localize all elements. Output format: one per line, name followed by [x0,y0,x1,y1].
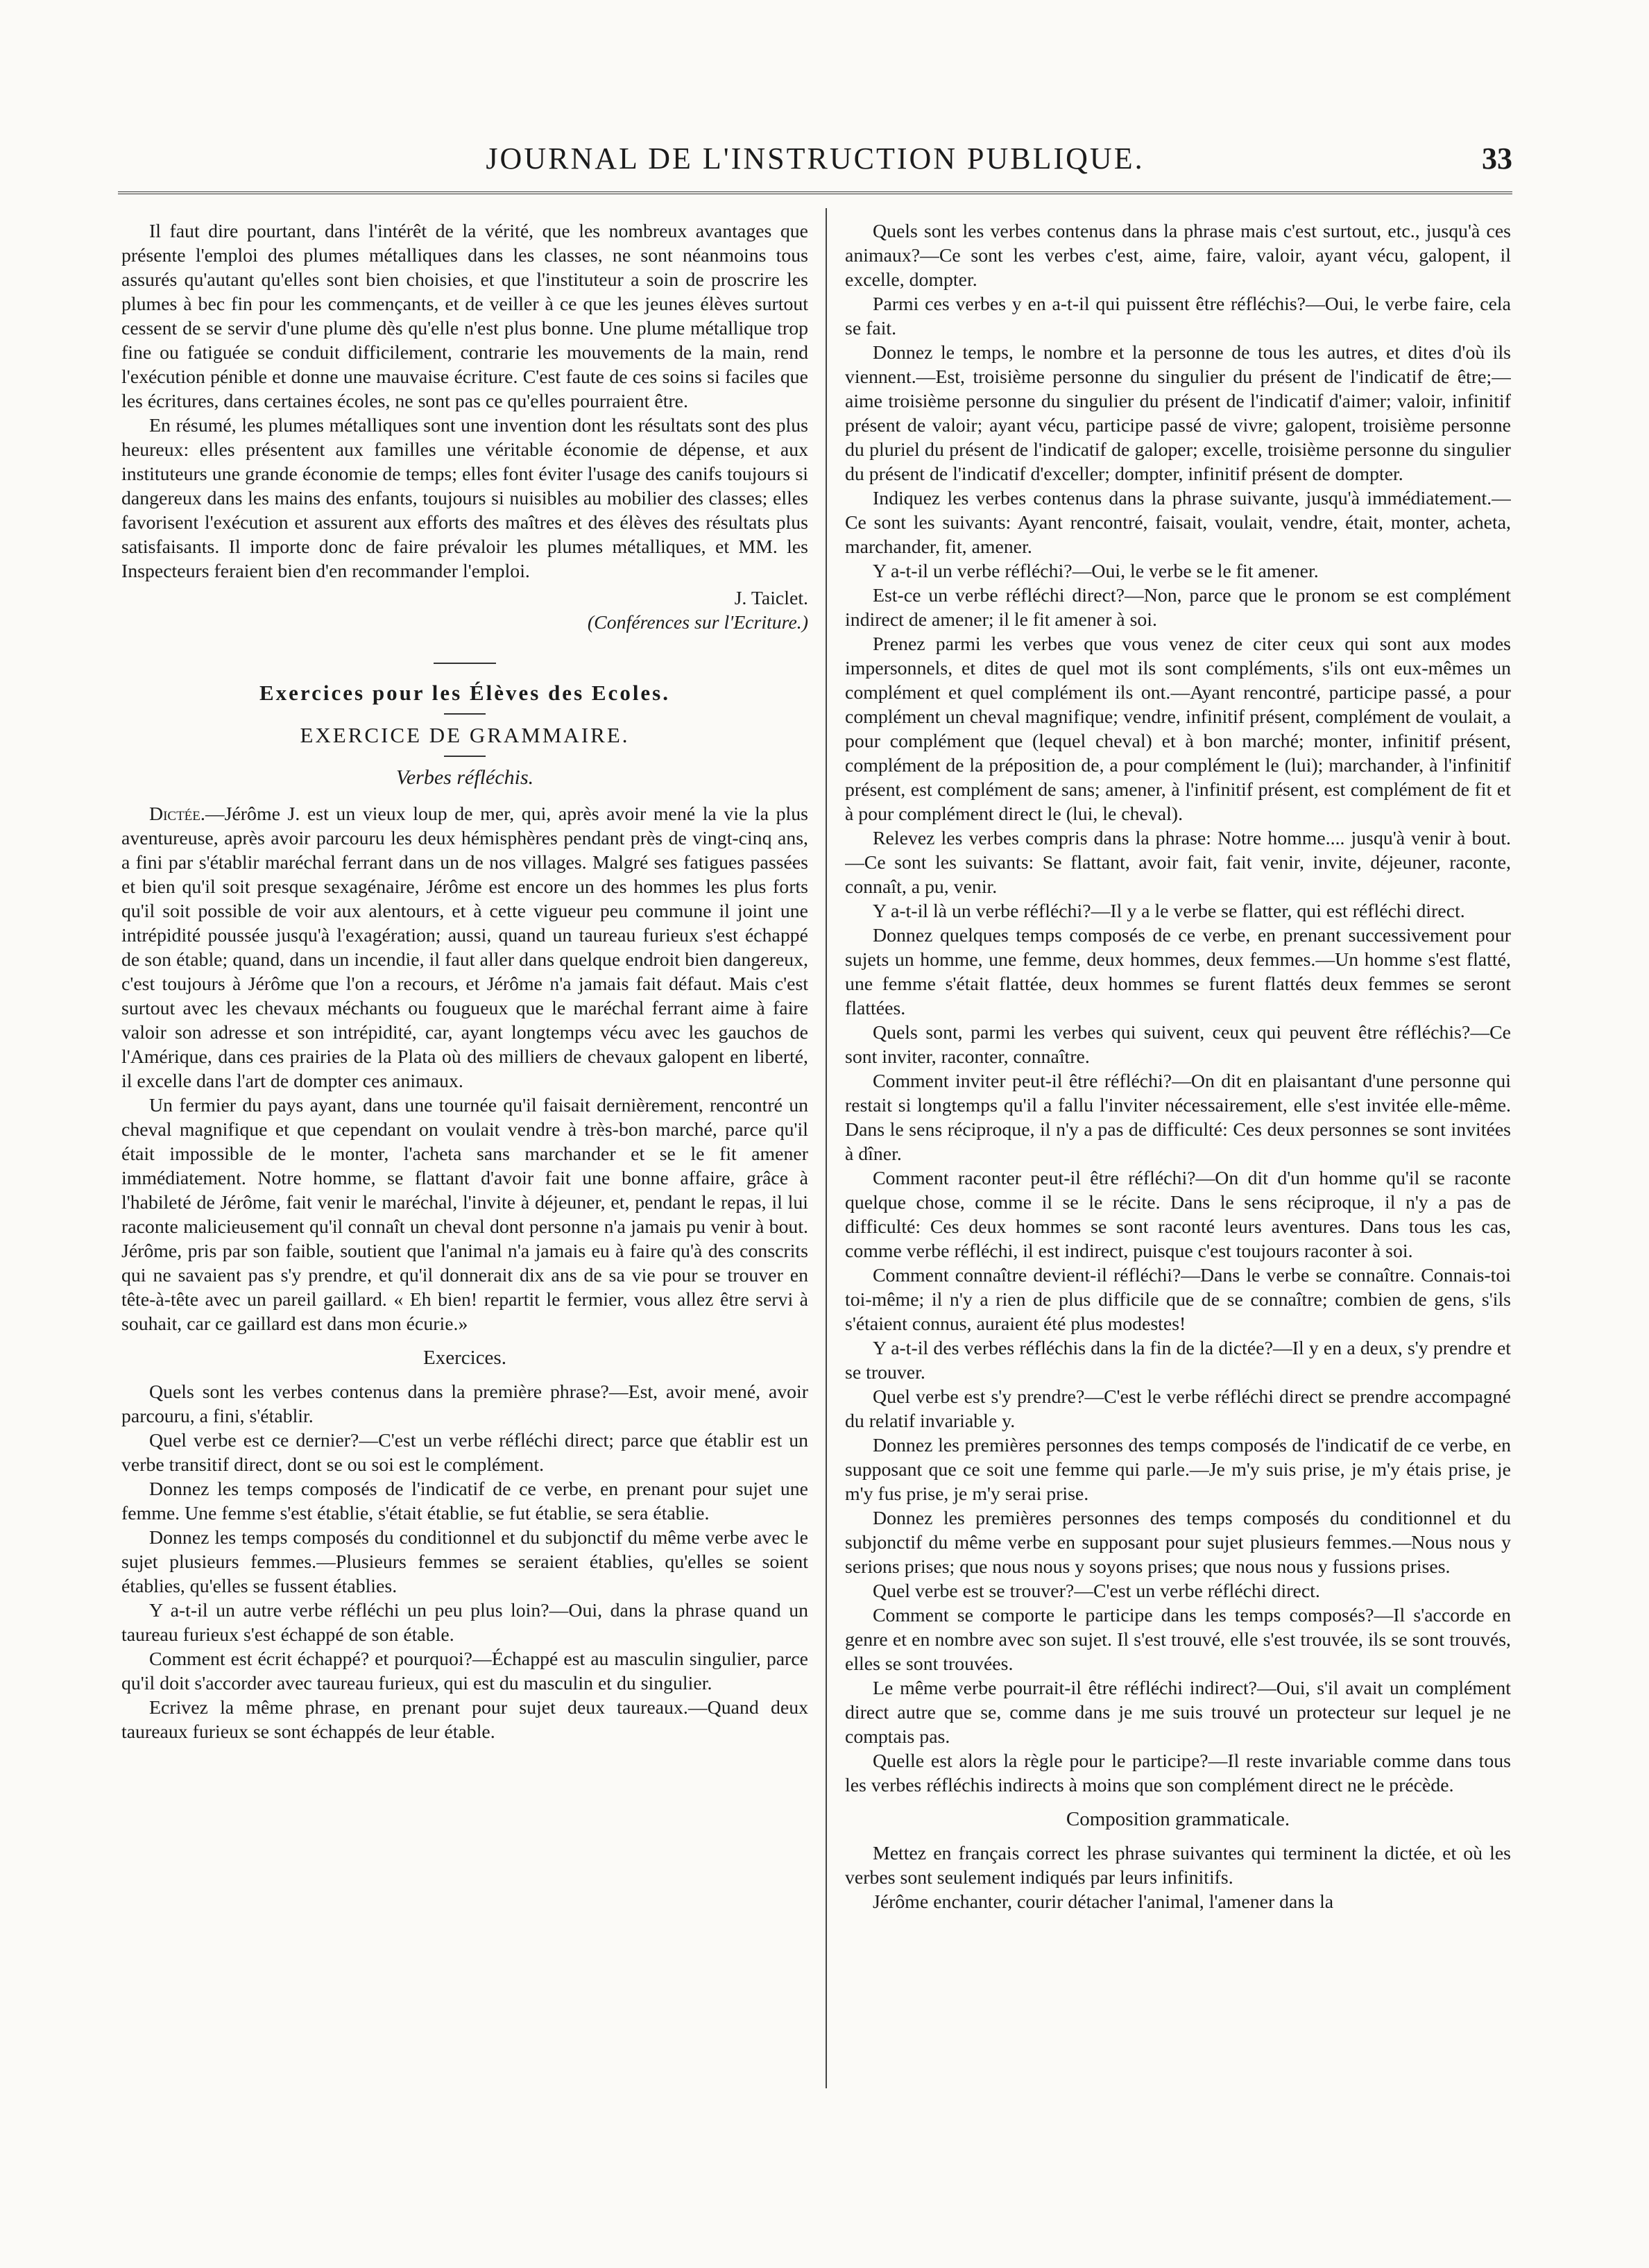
question: Y a-t-il des verbes réfléchis dans la fin de la dictée?—Il y en a deux, s'y prendre et se trouver. [845,1338,1511,1383]
question: Comment raconter peut-il être réfléchi?—On dit d'un homme qu'il se raconte quelque chose, comme il se le récite. Dans le sens réciproque, il n'y a pas de difficulté: Ces deux hommes se sont raconté leurs aventures. Dans tous les cas, comme verbe réfléchi, il est indirect, puisque c'est toujours raconter à soi. [845,1168,1511,1262]
question: Comment inviter peut-il être réfléchi?—On dit en plaisantant d'une personne qui restait si longtemps qu'il a fallu l'inviter nécessairement, elle s'est invitée elle-même. Dans le sens réciproque, il n'y a pas de difficulté: Ces deux personnes se sont invitées à dîner. [845,1071,1511,1165]
question: Y a-t-il un verbe réfléchi?—Oui, le verbe se le fit amener. [873,561,1319,582]
question: Comment connaître devient-il réfléchi?—Dans le verbe se connaître. Connais-toi toi-même; il n'y a rien de plus difficile que de se connaître; combien de gens, s'ils s'étaient connus, auraient été plus modestes! [845,1265,1511,1335]
dictee-paragraph: Un fermier du pays ayant, dans une tournée qu'il faisait dernièrement, rencontré un cheval magnifique et que cependant on voulait vendre à très-bon marché, parce qu'il était impossible de le monter, l'acheta sans marchander et se le fit amener immédiatement. Notre homme, se flattant d'avoir fait une bonne affaire, grâce à l'habileté de Jérôme, fait venir le maréchal, l'invite à déjeuner, et, pendant le repas, il lui raconte malicieusement qu'il connaît un cheval dont personne n'a jamais pu venir à bout. Jérôme, pris par son faible, soutient que l'animal n'a jamais eu à faire qu'à des conscrits qui ne savaient pas s'y prendre, et qu'il donnerait dix ans de sa vie pour se trouver en tête-à-tête avec un pareil gaillard. « Eh bien! repartit le fermier, vous allez être servi à souhait, car ce gaillard est dans mon écurie.» [121,1095,808,1335]
question: Relevez les verbes compris dans la phrase: Notre homme.... jusqu'à venir à bout.—Ce sont les suivants: Se flattant, avoir fait, fait venir, invite, déjeuner, raconte, connaît, a pu, venir. [845,828,1511,898]
section-title: Exercices pour les Élèves des Ecoles. [259,681,670,705]
subsection-title: Verbes réfléchis. [395,766,534,789]
left-column [121,219,808,2086]
question: Quels sont, parmi les verbes qui suivent, ceux qui peuvent être réfléchis?—Ce sont inviter, raconter, connaître. [845,1022,1511,1068]
question: Donnez quelques temps composés de ce verbe, en prenant successivement pour sujets un homme, une femme, deux hommes, deux femmes.—Un homme s'est flatté, une femme s'était flattée, deux hommes se furent flattés deux femmes se seront flattées. [845,925,1511,1019]
title-divider [444,756,486,757]
question: Donnez les temps composés du conditionnel et du subjonctif du même verbe avec le sujet plusieurs femmes.—Plusieurs femmes se seraient établies, qu'elles se soient établies, qu'elles se fussent établies. [121,1527,808,1597]
question: Donnez les premières personnes des temps composés du conditionnel et du subjonctif du même verbe en supposant pour sujet plusieurs femmes.—Nous nous y serions prises; que nous nous y soyons prises; que nous nous y fussions prises. [845,1508,1511,1578]
question: Le même verbe pourrait-il être réfléchi indirect?—Oui, s'il avait un complément direct autre que se, comme dans je me suis trouvé un protecteur sur lequel je ne comptais pas. [845,1678,1511,1748]
question: Quel verbe est s'y prendre?—C'est le verbe réfléchi direct se prendre accompagné du relatif invariable y. [845,1386,1511,1432]
paragraph: Il faut dire pourtant, dans l'intérêt de la vérité, que les nombreux avantages que présente l'emploi des plumes métalliques dans les classes, ne sont néanmoins tous assurés qu'autant qu'elles sont bien choisies, et que l'instituteur a soin de proscrire les plumes à bec fin pour les commençants, et de veiller à ce que les jeunes élèves surtout cessent de se servir d'une plume dès qu'elle n'est plus bonne. Une plume métallique trop fine ou fatiguée se conduit difficilement, contrarie les mouvements de la main, rend l'exécution pénible et donne une mauvaise écriture. C'est faute de ces soins si faciles que les écritures, dans certaines écoles, ne sont pas ce qu'elles pourraient être. [121,221,808,412]
question: Donnez les premières personnes des temps composés de l'indicatif de ce verbe, en supposant que ce soit une femme qui parle.—Je m'y suis prise, je m'y étais prise, je m'y fus prise, je m'y serai prise. [845,1435,1511,1505]
section-divider [434,663,496,664]
dictee-text: —Jérôme J. est un vieux loup de mer, qui, après avoir mené la vie la plus aventureuse, après avoir parcouru les deux hémisphères pendant près de vingt-cinq ans, a fini par s'établir maréchal ferrant dans un de nos villages. Malgré ses fatigues passées et bien qu'il soit presque sexagénaire, Jérôme est encore un des hommes les plus forts qu'il soit possible de voir aux alentours, et à cette vigueur peu commune il joint une intrépidité poussée jusqu'à l'exagération; aussi, quand un taureau furieux s'est échappé de son étable; quand, dans un incendie, il faut aller dans quelque endroit bien dangereux, c'est toujours à Jérôme que l'on a recours, et Jérôme n'a jamais fait défaut. Mais c'est surtout avec les chevaux méchants ou fougueux que le maréchal ferrant aime à faire valoir son adresse et son intrépidité, car, ayant longtemps vécu avec les gauchos de l'Amérique, dans ces prairies de la Plata où des milliers de chevaux galopent en liberté, il excelle dans l'art de dompter ces animaux. [121,803,808,1092]
dictee-label: Dictée. [149,803,205,825]
composition-heading: Composition grammaticale. [1066,1808,1290,1830]
question: Donnez les temps composés de l'indicatif de ce verbe, en prenant pour sujet une femme. Une femme s'est établie, s'était établie, se fut établie, se sera établie. [121,1478,808,1524]
question: Quelle est alors la règle pour le participe?—Il reste invariable comme dans tous les verbes réfléchis indirects à moins que son complément direct ne le précède. [845,1750,1511,1796]
question: Comment se comporte le participe dans les temps composés?—Il s'accorde en genre et en nombre avec son sujet. Il s'est trouvé, elle s'est trouvée, ils se sont trouvés, elles se sont trouvées. [845,1605,1511,1675]
paragraph: Jérôme enchanter, courir détacher l'animal, l'amener dans la [873,1891,1334,1913]
question: Donnez le temps, le nombre et la personne de tous les autres, et dites d'où ils viennent.—Est, troisième personne du singulier du présent de l'indicatif de être;—aime troisième personne du singulier du présent de l'indicatif d'aimer; valoir, infinitif présent de valoir; ayant vécu, participe passé de vivre; galopent, troisième personne du pluriel du présent de l'indicatif de galoper; excelle, troisième personne du singulier du présent de l'indicatif d'exceller; dompter, infinitif présent de dompter. [845,342,1511,485]
question: Ecrivez la même phrase, en prenant pour sujet deux taureaux.—Quand deux taureaux furieux se sont échappés de leur étable. [121,1697,808,1743]
question: Parmi ces verbes y en a-t-il qui puissent être réfléchis?—Oui, le verbe faire, cela se fait. [845,293,1511,339]
header-rule [118,191,1512,194]
question: Quel verbe est ce dernier?—C'est un verbe réfléchi direct; parce que établir est un verbe transitif direct, dont se ou soi est le complément. [121,1430,808,1476]
question: Comment est écrit échappé? et pourquoi?—Échappé est au masculin singulier, parce qu'il doit s'accorder avec taureau furieux, qui est du masculin et du singulier. [121,1648,808,1694]
journal-title: JOURNAL DE L'INSTRUCTION PUBLIQUE. [486,142,1145,176]
question: Quels sont les verbes contenus dans la première phrase?—Est, avoir mené, avoir parcouru, a fini, s'établir. [121,1381,808,1427]
paragraph: En résumé, les plumes métalliques sont une invention dont les résultats sont des plus heureux: elles présentent aux familles une véritable économie de dépense, et aux instituteurs une grande économie de temps; elles font éviter l'usage des canifs toujours si dangereux dans les mains des enfants, toujours si nuisibles au mobilier des classes; elles favorisent l'exécution et assurent aux efforts des maîtres et des élèves des résultats plus satisfaisants. Il importe donc de faire prévaloir les plumes métalliques, et MM. les Inspecteurs feraient bien d'en recommander l'emploi. [121,415,808,582]
author-signature: J. Taiclet. [734,588,808,609]
question: Est-ce un verbe réfléchi direct?—Non, parce que le pronom se est complément indirect de amener; il le fit amener à soi. [845,585,1511,631]
paragraph: Mettez en français correct les phrase suivantes qui terminent la dictée, et où les verbes sont seulement indiqués par leurs infinitifs. [845,1843,1511,1888]
question: Quels sont les verbes contenus dans la phrase mais c'est surtout, etc., jusqu'à ces animaux?—Ce sont les verbes c'est, aime, faire, valoir, ayant vécu, galopent, il excelle, dompter. [845,221,1511,291]
page-header [118,135,1512,191]
question: Quel verbe est se trouver?—C'est un verbe réfléchi direct. [873,1580,1320,1602]
page-number: 33 [1482,142,1512,176]
right-column [845,219,1511,2086]
exercises-heading: Exercices. [423,1347,506,1369]
article-source: (Conférences sur l'Ecriture.) [587,612,808,633]
question: Prenez parmi les verbes que vous venez de citer ceux qui sont aux modes impersonnels, et dites de quel mot ils sont compléments, s'ils ont eux-mêmes un complément et quel complément ils ont.—Ayant rencontré, participe passé, a pour complément un cheval magnifique; vendre, infinitif présent, complément de voulait, a pour complément que (lequel cheval) et à bon marché; monter, infinitif présent, complément de la préposition de, a pour complément le (lui); marchander, à l'infinitif présent, est complément de sans; amener, à l'infinitif présent, est complément de fit et à pour complément direct le (lui, le cheval). [845,633,1511,825]
question: Indiquez les verbes contenus dans la phrase suivante, jusqu'à immédiatement.—Ce sont les suivants: Ayant rencontré, faisait, voulait, vendre, était, monter, acheta, marchander, fit, amener. [845,488,1511,558]
dictee-paragraph [121,802,808,1093]
question: Y a-t-il là un verbe réfléchi?—Il y a le verbe se flatter, qui est réfléchi direct. [873,901,1465,922]
question: Y a-t-il un autre verbe réfléchi un peu plus loin?—Oui, dans la phrase quand un taureau furieux s'est échappé de son étable. [121,1600,808,1646]
title-divider [444,713,486,715]
column-divider [826,208,827,2088]
exercise-title: EXERCICE DE GRAMMAIRE. [300,723,630,747]
